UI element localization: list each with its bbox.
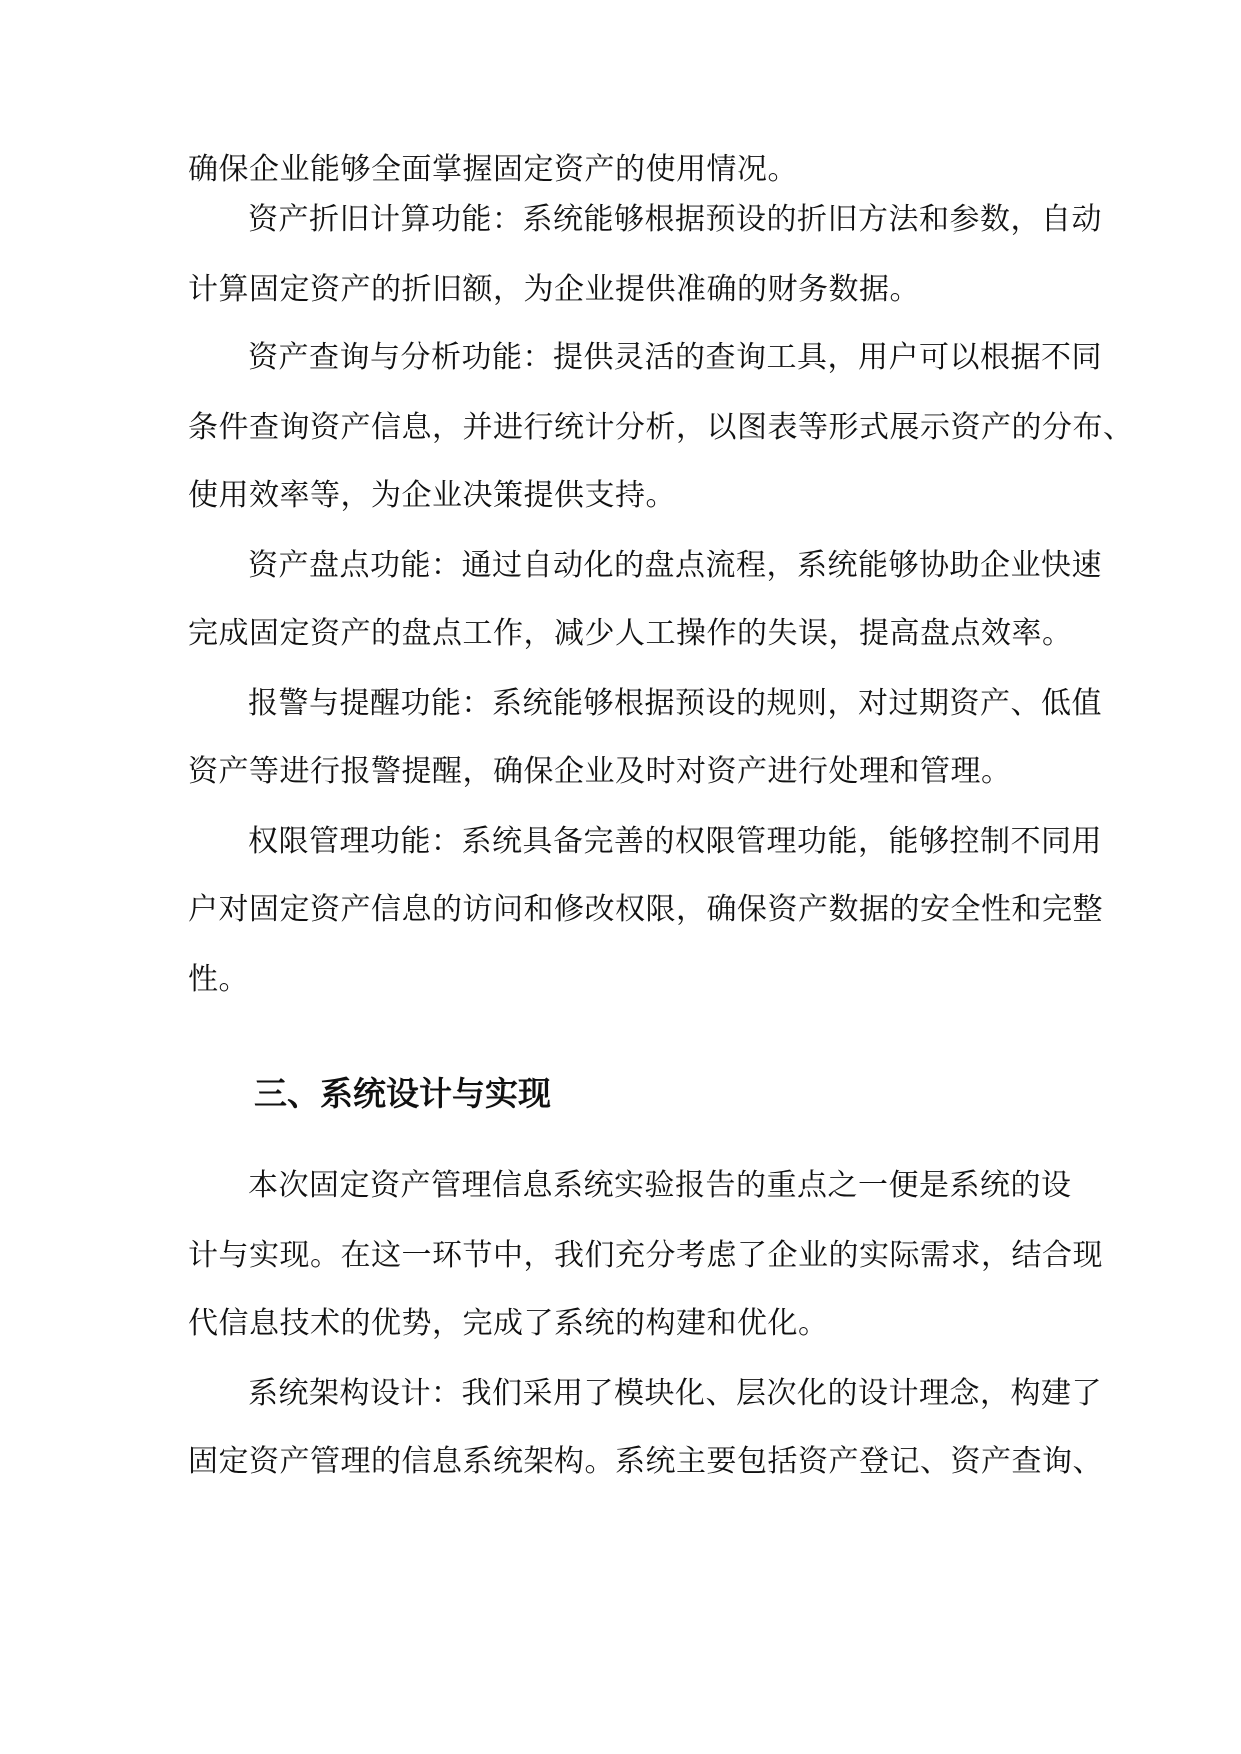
- section-heading: 三、系统设计与实现: [254, 1074, 551, 1113]
- body-text-line: 计算固定资产的折旧额，为企业提供准确的财务数据。: [188, 272, 920, 307]
- body-text-line: 固定资产管理的信息系统架构。系统主要包括资产登记、资产查询、: [188, 1444, 1103, 1479]
- body-text-line: 资产查询与分析功能：提供灵活的查询工具，用户可以根据不同: [248, 340, 1102, 375]
- body-text-line: 代信息技术的优势，完成了系统的构建和优化。: [188, 1306, 829, 1341]
- body-text-line: 资产等进行报警提醒，确保企业及时对资产进行处理和管理。: [188, 754, 1012, 789]
- body-text-line: 资产盘点功能：通过自动化的盘点流程，系统能够协助企业快速: [248, 548, 1102, 583]
- body-text-line: 完成固定资产的盘点工作，减少人工操作的失误，提高盘点效率。: [188, 616, 1073, 651]
- body-text-line: 报警与提醒功能：系统能够根据预设的规则，对过期资产、低值: [248, 686, 1102, 721]
- body-text-line: 权限管理功能：系统具备完善的权限管理功能，能够控制不同用: [248, 824, 1102, 859]
- body-text-line: 使用效率等，为企业决策提供支持。: [188, 478, 676, 513]
- body-text-line: 计与实现。在这一环节中，我们充分考虑了企业的实际需求，结合现: [188, 1238, 1103, 1273]
- body-text-line: 户对固定资产信息的访问和修改权限，确保资产数据的安全性和完整: [188, 892, 1103, 927]
- body-text-line: 性。: [188, 962, 249, 997]
- body-text-line: 资产折旧计算功能：系统能够根据预设的折旧方法和参数，自动: [248, 202, 1102, 237]
- body-text-line: 条件查询资产信息，并进行统计分析，以图表等形式展示资产的分布、: [188, 410, 1134, 445]
- body-text-line: 本次固定资产管理信息系统实验报告的重点之一便是系统的设: [248, 1168, 1072, 1203]
- body-text-line: 确保企业能够全面掌握固定资产的使用情况。: [188, 152, 798, 187]
- body-text-line: 系统架构设计：我们采用了模块化、层次化的设计理念，构建了: [248, 1376, 1102, 1411]
